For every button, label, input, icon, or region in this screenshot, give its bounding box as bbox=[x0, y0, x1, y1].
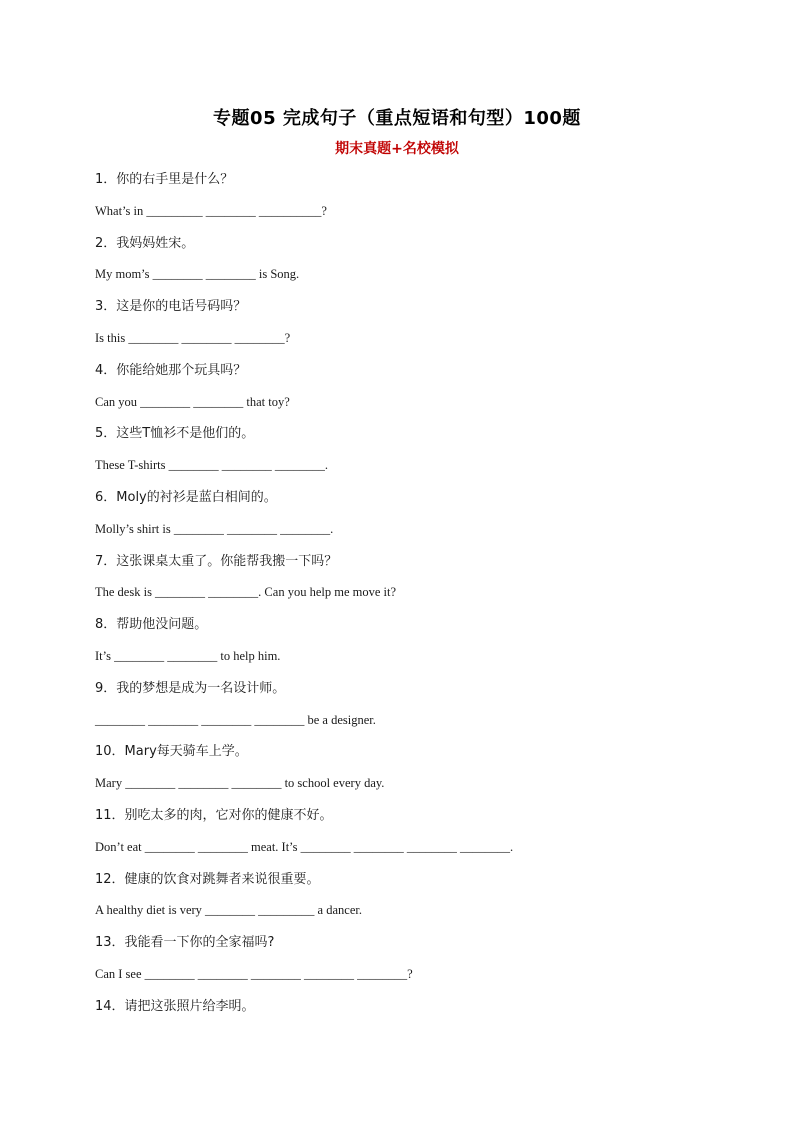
answer-line: A healthy diet is very ________ _________ a dancer. bbox=[95, 903, 362, 918]
question-prompt: 11．别吃太多的肉，它对你的健康不好。 bbox=[95, 807, 333, 823]
page-title: 专题05 完成句子（重点短语和句型）100题 bbox=[213, 108, 581, 129]
question-prompt: 10．Mary每天骑车上学。 bbox=[95, 744, 248, 760]
question-prompt: 6．Moly的衬衫是蓝白相间的。 bbox=[95, 489, 277, 505]
answer-line: Can you ________ ________ that toy? bbox=[95, 394, 290, 409]
answer-line: Don’t eat ________ ________ meat. It’s ________ ________ ________ ________. bbox=[95, 839, 514, 854]
question-prompt: 2．我妈妈姓宋。 bbox=[95, 235, 195, 251]
answer-line: Molly’s shirt is ________ ________ ________. bbox=[95, 521, 334, 536]
question-prompt: 3．这是你的电话号码吗？ bbox=[95, 299, 247, 315]
question-prompt: 4．你能给她那个玩具吗？ bbox=[95, 362, 247, 378]
question-prompt: 8．帮助他没问题。 bbox=[95, 617, 208, 633]
question-prompt: 7．这张课桌太重了。你能帮我搬一下吗？ bbox=[95, 553, 338, 569]
question-list bbox=[95, 164, 715, 1023]
question-prompt: 1．你的右手里是什么？ bbox=[95, 172, 234, 187]
page-subtitle: 期末真题+名校模拟 bbox=[335, 141, 459, 157]
answer-line: ________ ________ ________ ________ be a designer. bbox=[95, 712, 376, 727]
answer-line: These T-shirts ________ ________ ________. bbox=[95, 458, 328, 473]
answer-line: Mary ________ ________ ________ to school every day. bbox=[95, 776, 385, 791]
answer-line: Can I see ________ ________ ________ ________ ________? bbox=[95, 966, 413, 981]
answer-line: My mom’s ________ ________ is Song. bbox=[95, 267, 300, 282]
answer-line: The desk is ________ ________. Can you help me move it? bbox=[95, 585, 397, 600]
question-prompt: 5．这些T恤衫不是他们的。 bbox=[95, 426, 255, 442]
question-prompt: 12．健康的饮食对跳舞者来说很重要。 bbox=[95, 871, 320, 887]
answer-line: What’s in _________ ________ __________? bbox=[95, 203, 327, 218]
question-prompt: 13．我能看一下你的全家福吗? bbox=[95, 935, 275, 951]
question-prompt: 14．请把这张照片给李明。 bbox=[95, 998, 255, 1014]
answer-line: It’s ________ ________ to help him. bbox=[95, 648, 281, 663]
answer-line: Is this ________ ________ ________? bbox=[95, 330, 291, 345]
question-prompt: 9．我的梦想是成为一名设计师。 bbox=[95, 680, 286, 696]
